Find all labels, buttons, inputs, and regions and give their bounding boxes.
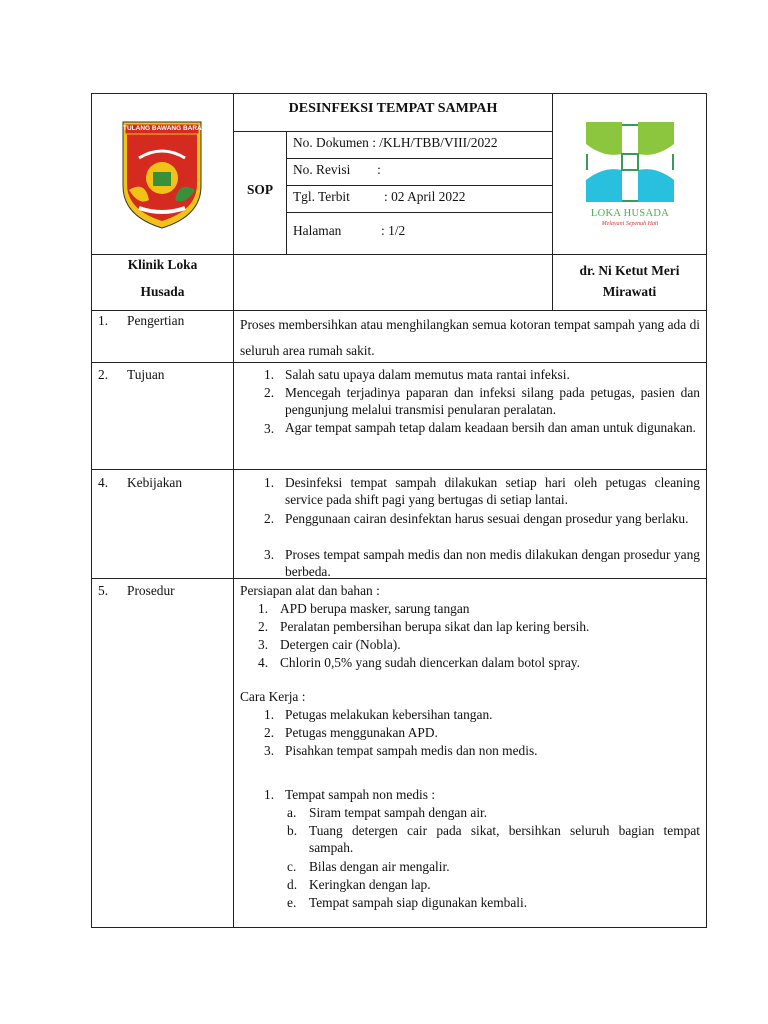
- cara-item-1: Petugas melakukan kebersihan tangan.: [285, 707, 493, 722]
- persiapan-num-3: 3.: [258, 637, 269, 652]
- persiapan-num-4: 4.: [258, 655, 269, 670]
- kebijakan-item-num-1: 1.: [264, 475, 275, 490]
- kebijakan-item-3: Proses tempat sampah medis dan non medis dilakukan dengan prosedur yang berbeda.: [285, 547, 700, 579]
- issued-label: Tgl. Terbit: [293, 189, 350, 204]
- rev-row-line: [286, 185, 553, 186]
- left-logo-text: TULANG BAWANG BARAT: [123, 125, 206, 132]
- cara-item-3: Pisahkan tempat sampah medis dan non medis.: [285, 743, 538, 758]
- col-divider-1: [233, 93, 234, 928]
- revision-number: No. Revisi :: [293, 162, 381, 177]
- prosedur-label: Prosedur: [127, 583, 175, 598]
- pengertian-num: 1.: [98, 313, 109, 328]
- tulang-bawang-barat-logo: [119, 120, 205, 230]
- table-border-bottom: [91, 927, 707, 928]
- kebijakan-label: Kebijakan: [127, 475, 183, 490]
- kebijakan-num: 4.: [98, 475, 109, 490]
- date-row-line: [286, 212, 553, 213]
- doc-number: No. Dokumen : /KLH/TBB/VIII/2022: [293, 135, 498, 150]
- tujuan-num: 2.: [98, 367, 109, 382]
- non-medis-item-c: Bilas dengan air mengalir.: [309, 859, 450, 874]
- header-bottom-line: [91, 254, 707, 255]
- col-divider-sop: [286, 131, 287, 254]
- clinic-name-line1: Klinik Loka: [127, 257, 198, 272]
- cara-num-1: 1.: [264, 707, 275, 722]
- issued-value: : 02 April 2022: [384, 189, 466, 204]
- non-medis-item-a: Siram tempat sampah dengan air.: [309, 805, 488, 820]
- loka-husada-tagline: Melayani Sepenuh Hati: [601, 221, 659, 227]
- tujuan-item-num-2: 2.: [264, 385, 275, 400]
- page-label: Halaman: [293, 223, 342, 238]
- non-medis-num: 1.: [264, 787, 275, 802]
- tujuan-item-num-3: 3.: [264, 421, 275, 436]
- persiapan-num-2: 2.: [258, 619, 269, 634]
- persiapan-item-3: Detergen cair (Nobla).: [280, 637, 401, 652]
- kebijakan-item-2: Penggunaan cairan desinfektan harus sesuai dengan prosedur yang berlaku.: [285, 511, 689, 526]
- non-medis-item-e: Tempat sampah siap digunakan kembali.: [309, 895, 528, 910]
- table-border-left: [91, 93, 92, 928]
- cara-kerja-title: Cara Kerja :: [240, 689, 306, 704]
- non-medis-title: Tempat sampah non medis :: [285, 787, 436, 802]
- doc-row-line: [286, 158, 553, 159]
- loka-husada-name: LOKA HUSADA: [590, 208, 670, 219]
- tujuan-item-2: Mencegah terjadinya paparan dan infeksi silang pada petugas, pasien dan pengunjung melalui transmisi penularan peralatan.: [285, 385, 700, 417]
- tujuan-row-line: [91, 469, 707, 470]
- non-medis-item-b: Tuang detergen cair pada sikat, bersihkan seluruh bagian tempat sampah.: [309, 823, 700, 855]
- persiapan-item-4: Chlorin 0,5% yang sudah diencerkan dalam botol spray.: [280, 655, 580, 670]
- kebijakan-item-num-3: 3.: [264, 547, 275, 562]
- non-medis-letter-c: c.: [287, 859, 297, 874]
- kebijakan-item-num-2: 2.: [264, 511, 275, 526]
- clinic-row-line: [91, 310, 707, 311]
- title-row-line: [233, 131, 553, 132]
- non-medis-letter-b: b.: [287, 823, 298, 838]
- sop-label: SOP: [246, 182, 274, 197]
- document-title: DESINFEKSI TEMPAT SAMPAH: [288, 101, 498, 116]
- non-medis-letter-d: d.: [287, 877, 298, 892]
- tujuan-item-num-1: 1.: [264, 367, 275, 382]
- non-medis-letter-e: e.: [287, 895, 297, 910]
- persiapan-title: Persiapan alat dan bahan :: [240, 583, 380, 598]
- tujuan-item-1: Salah satu upaya dalam memutus mata rantai infeksi.: [285, 367, 570, 382]
- table-border-right: [706, 93, 707, 928]
- signer-line1: dr. Ni Ketut Meri: [579, 263, 680, 278]
- pengertian-label: Pengertian: [127, 313, 185, 328]
- cara-num-2: 2.: [264, 725, 275, 740]
- table-border-top: [91, 93, 707, 94]
- pengertian-text: Proses membersihkan atau menghilangkan semua kotoran tempat sampah yang ada di seluruh area rumah sakit.: [240, 317, 700, 358]
- persiapan-num-1: 1.: [258, 601, 269, 616]
- persiapan-item-1: APD berupa masker, sarung tangan: [280, 601, 470, 616]
- non-medis-letter-a: a.: [287, 805, 297, 820]
- prosedur-num: 5.: [98, 583, 109, 598]
- page-value: : 1/2: [381, 223, 406, 238]
- cara-num-3: 3.: [264, 743, 275, 758]
- tujuan-item-3: Agar tempat sampah tetap dalam keadaan bersih dan aman untuk digunakan.: [285, 420, 696, 435]
- clinic-name-line2: Husada: [140, 284, 185, 299]
- kebijakan-item-1: Desinfeksi tempat sampah dilakukan setiap hari oleh petugas cleaning service pada shift pagi yang bertugas di setiap lantai.: [285, 475, 700, 507]
- persiapan-item-2: Peralatan pembersihan berupa sikat dan lap kering bersih.: [280, 619, 590, 634]
- tujuan-label: Tujuan: [127, 367, 165, 382]
- signer-line2: Mirawati: [602, 284, 657, 299]
- non-medis-item-d: Keringkan dengan lap.: [309, 877, 431, 892]
- cara-item-2: Petugas menggunakan APD.: [285, 725, 438, 740]
